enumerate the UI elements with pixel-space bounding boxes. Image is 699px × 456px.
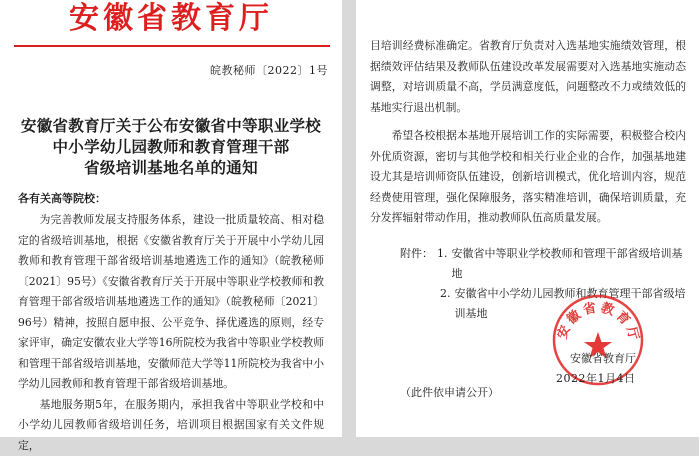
publicity-note: （此件依申请公开）: [400, 384, 499, 400]
paragraph-1: 为完善教师发展支持服务体系，建设一批质量较高、相对稳定的省级培训基地，根据《安徽省教育厅关于开展中小学幼儿园教师和教育管理干部省级培训基地遴选工作的通知》（皖教秘师〔2021〕95号）《安徽省教育厅关于开展中等职业学校教师和教育管理干部省级培训基地遴选工作的通知》（皖教秘师〔2021〕96号）精神，按照自愿申报、公平竞争、择优遴选的原则，经专家评审，确定安徽农业大学等16所院校为我省中等职业学校教师和管理干部省级培训基地，安徽师范大学等11所院校为我省中小学幼儿园教师和教育管理干部省级培训基地。: [18, 210, 324, 395]
right-body-text: [370, 36, 686, 229]
document-page-left: [0, 0, 342, 437]
attachment-item: [400, 244, 692, 284]
paragraph-hope: 希望各校根据本基地开展培训工作的实际需要，积极整合校内外优质资源，密切与其他学校和相关行业企业的合作，加强基地建设尤其是培训师资队伍建设，创新培训模式，优化培训内容，规范经费使用管理，强化保障服务，落实精准培训，确保培训质量，充分发挥辐射带动作用，推动教师队伍高质量发展。: [370, 126, 686, 229]
attachment-number: 1.: [433, 244, 452, 284]
notice-title-line-1: 安徽省教育厅关于公布安徽省中等职业学校: [8, 115, 334, 136]
attachment-text: 安徽省中小学幼儿园教师和教育管理干部省级培训基地: [455, 284, 693, 324]
document-number: 皖教秘师〔2022〕1号: [210, 62, 328, 78]
paragraph-continued: 目培训经费标准确定。省教育厅负责对入选基地实施绩效管理，根据绩效评估结果及教师队伍建设改革发展需要对入选基地实施动态调整，对培训质量不高，学员满意度低，问题整改不力或绩效低的基地实行退出机制。: [370, 36, 686, 118]
signoff-date: 2022年1月4日: [556, 370, 636, 386]
paragraph-2: 基地服务期5年，在服务期内，承担我省中等职业学校和中小学幼儿园教师省级培训任务，培训项目根据国家有关文件规定，: [18, 395, 324, 456]
document-page-right: [356, 0, 699, 437]
masthead-red-rule: [14, 45, 330, 47]
attachment-text: 安徽省中等职业学校教师和管理干部省级培训基地: [452, 244, 693, 284]
notice-title: [8, 115, 334, 178]
masthead-title: 安徽省教育厅: [6, 0, 336, 38]
attachment-item: [400, 284, 692, 324]
seal-text: 安徽省教育厅: [554, 299, 642, 344]
attachments-list: [400, 244, 692, 324]
signoff-organization: 安徽省教育厅: [570, 350, 636, 366]
salutation: 各有关高等院校：: [18, 190, 106, 206]
attachments-label: 附件：: [400, 244, 433, 284]
notice-title-line-2: 中小学幼儿园教师和教育管理干部: [8, 136, 334, 157]
notice-title-line-3: 省级培训基地名单的通知: [8, 157, 334, 178]
left-body-text: [18, 210, 324, 456]
attachment-number: 2.: [436, 284, 455, 324]
